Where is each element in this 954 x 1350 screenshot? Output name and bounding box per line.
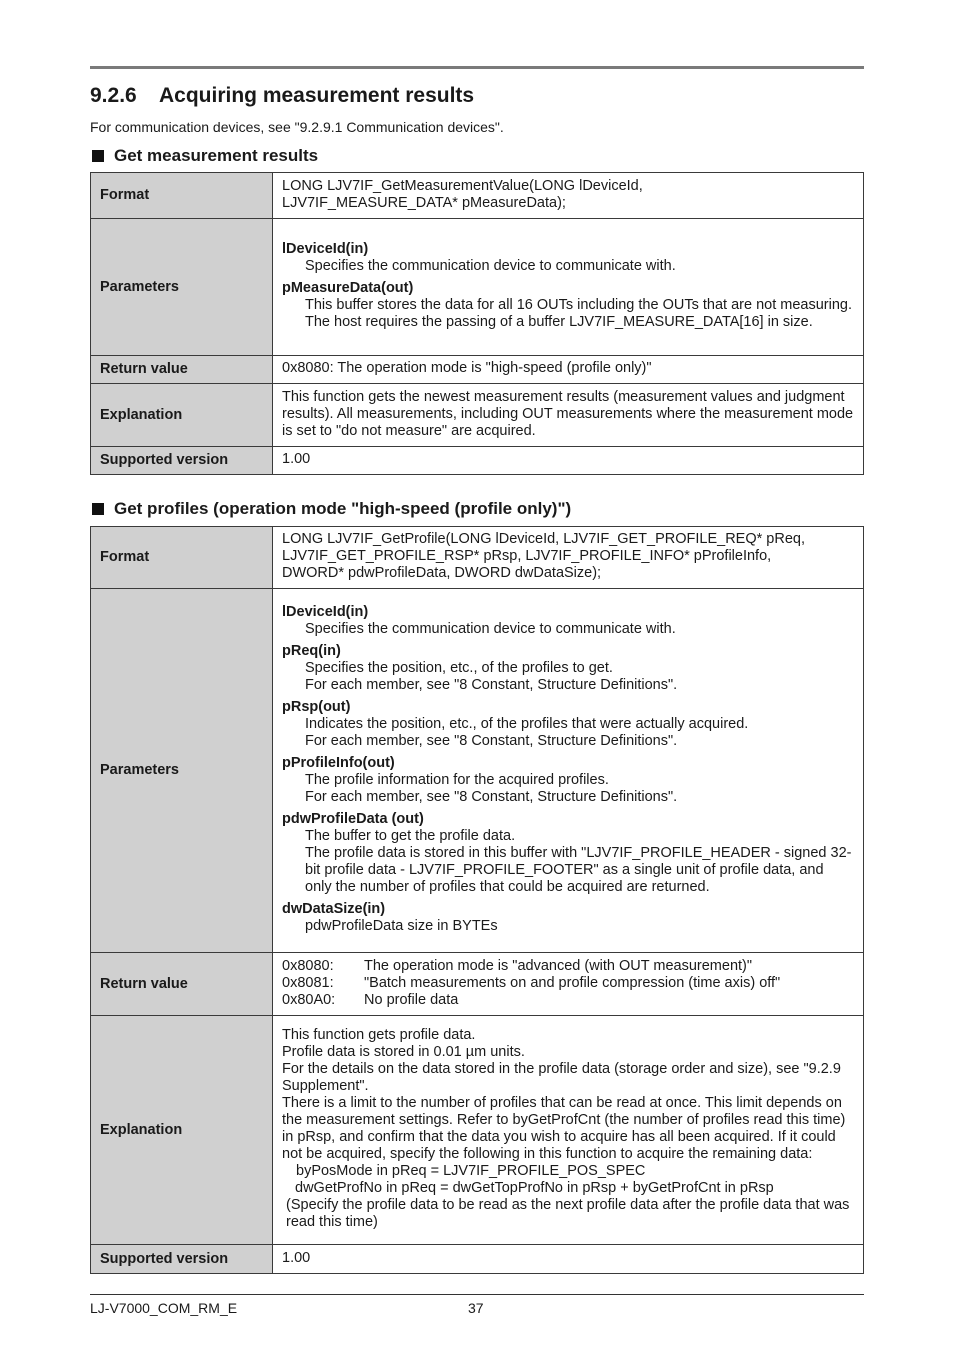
parameters-label: Parameters <box>91 589 273 953</box>
parameters-label: Parameters <box>91 219 273 356</box>
format-label: Format <box>91 527 273 589</box>
measurement-spec-table <box>90 172 864 475</box>
parameters-value <box>273 589 864 953</box>
table-row <box>91 953 864 1016</box>
param-name: dwDataSize(in) <box>282 901 386 917</box>
format-value <box>273 173 864 219</box>
supported-version-label: Supported version <box>91 1245 273 1274</box>
return-code: 0x80A0: <box>282 991 336 1008</box>
explanation-label: Explanation <box>91 384 273 447</box>
param-name: lDeviceId(in) <box>282 604 369 620</box>
return-value-label: Return value <box>91 356 273 384</box>
explanation-label: Explanation <box>91 1016 273 1245</box>
param-desc: Specifies the position, etc., of the profiles to get. <box>305 660 613 676</box>
supported-version-value: 1.00 <box>273 447 864 475</box>
subheading-text: Get profiles (operation mode "high-speed (profile only)") <box>114 499 572 518</box>
param-desc: The buffer to get the profile data. <box>305 828 516 844</box>
param-block <box>282 811 854 896</box>
format-label: Format <box>91 173 273 219</box>
format-line: LONG LJV7IF_GetMeasurementValue(LONG lDeviceId, <box>282 177 643 194</box>
explanation-line: There is a limit to the number of profiles that can be read at once. This limit depends on the measurement settings. Refer to byGetProfCnt (the number of profiles read this time) in pRsp, and confirm that the data you wish to acquire has all been acquired. If it could not be acquired, specify the following in this function to acquire the remaining data: <box>282 1095 846 1162</box>
footer-doc-id: LJ-V7000_COM_RM_E <box>90 1300 238 1316</box>
table-row <box>91 1016 864 1245</box>
table-row <box>91 589 864 953</box>
param-block <box>282 901 854 935</box>
param-block <box>282 280 854 331</box>
param-desc: pdwProfileData size in BYTEs <box>305 918 498 934</box>
supported-version-label: Supported version <box>91 447 273 475</box>
table-row <box>91 356 864 384</box>
bullet-square-icon <box>92 150 104 162</box>
param-desc: The profile data is stored in this buffer with "LJV7IF_PROFILE_HEADER - signed 32-bit profile data - LJV7IF_PROFILE_FOOTER" as a single unit of profile data, and only the number of profiles that could be acquired are returned. <box>305 845 852 895</box>
section-number: 9.2.6 <box>90 84 137 107</box>
format-line: LONG LJV7IF_GetProfile(LONG lDeviceId, LJV7IF_GET_PROFILE_REQ* pReq, <box>282 531 805 547</box>
param-desc: Specifies the communication device to communicate with. <box>305 258 676 274</box>
param-desc: For each member, see "8 Constant, Structure Definitions". <box>305 733 678 749</box>
format-line: DWORD* pdwProfileData, DWORD dwDataSize); <box>282 565 602 581</box>
return-code: 0x8081: <box>282 974 334 991</box>
table-row <box>91 384 864 447</box>
param-desc: Specifies the communication device to communicate with. <box>305 621 676 637</box>
table-row <box>91 1245 864 1274</box>
return-value <box>273 953 864 1016</box>
explanation-line: This function gets profile data. <box>282 1027 476 1043</box>
return-value: 0x8080: The operation mode is "high-speed (profile only)" <box>273 356 864 384</box>
param-name: pProfileInfo(out) <box>282 755 395 771</box>
table-row <box>91 219 864 356</box>
param-block <box>282 241 854 275</box>
param-name: lDeviceId(in) <box>282 241 369 257</box>
param-block <box>282 643 854 694</box>
section-title <box>90 84 474 108</box>
bullet-square-icon <box>92 503 104 515</box>
subheading-get-measurement <box>90 146 318 166</box>
explanation-value <box>273 1016 864 1245</box>
explanation-line: Profile data is stored in 0.01 µm units. <box>282 1044 525 1060</box>
param-desc: For each member, see "8 Constant, Structure Definitions". <box>305 677 678 693</box>
table-row <box>91 527 864 589</box>
param-name: pdwProfileData (out) <box>282 811 424 827</box>
param-name: pRsp(out) <box>282 699 351 715</box>
return-value-label: Return value <box>91 953 273 1016</box>
param-desc: The profile information for the acquired profiles. <box>305 772 609 788</box>
intro-text: For communication devices, see "9.2.9.1 Communication devices". <box>90 119 504 135</box>
profile-spec-table <box>90 526 864 1274</box>
supported-version-value: 1.00 <box>273 1245 864 1274</box>
parameters-value <box>273 219 864 356</box>
param-name: pMeasureData(out) <box>282 280 414 296</box>
return-code-row <box>282 992 854 1009</box>
param-desc: The host requires the passing of a buffer LJV7IF_MEASURE_DATA[16] in size. <box>305 314 813 330</box>
return-code: 0x8080: <box>282 957 334 974</box>
bottom-rule <box>90 1294 864 1295</box>
table-row <box>91 173 864 219</box>
return-code-text: No profile data <box>364 991 459 1008</box>
explanation-value: This function gets the newest measurement results (measurement values and judgment results). All measurements, including OUT measurements where the measurement mode is set to "do not measure" are acquired. <box>273 384 864 447</box>
param-desc: This buffer stores the data for all 16 OUTs including the OUTs that are not measuring. <box>305 297 852 313</box>
format-line: LJV7IF_MEASURE_DATA* pMeasureData); <box>282 194 566 211</box>
param-block <box>282 755 854 806</box>
explanation-line: (Specify the profile data to be read as the next profile data after the profile data that was read this time) <box>286 1197 850 1230</box>
section-title-text: Acquiring measurement results <box>159 84 475 107</box>
footer-page-number: 37 <box>468 1300 484 1316</box>
explanation-line: For the details on the data stored in the profile data (storage order and size), see "9.2.9 Supplement". <box>282 1061 841 1094</box>
explanation-line: dwGetProfNo in pReq = dwGetTopProfNo in pRsp + byGetProfCnt in pRsp <box>295 1180 774 1196</box>
table-row <box>91 447 864 475</box>
param-block <box>282 604 854 638</box>
subheading-get-profiles <box>90 499 571 519</box>
return-code-row <box>282 958 854 975</box>
return-code-text: "Batch measurements on and profile compression (time axis) off" <box>364 974 781 991</box>
param-desc: For each member, see "8 Constant, Structure Definitions". <box>305 789 678 805</box>
explanation-line: byPosMode in pReq = LJV7IF_PROFILE_POS_SPEC <box>296 1163 646 1179</box>
param-name: pReq(in) <box>282 643 341 659</box>
return-code-row <box>282 975 854 992</box>
return-code-text: The operation mode is "advanced (with OUT measurement)" <box>364 957 753 974</box>
format-value <box>273 527 864 589</box>
format-line: LJV7IF_GET_PROFILE_RSP* pRsp, LJV7IF_PROFILE_INFO* pProfileInfo, <box>282 548 772 564</box>
param-desc: Indicates the position, etc., of the profiles that were actually acquired. <box>305 716 749 732</box>
top-rule <box>90 66 864 69</box>
param-block <box>282 699 854 750</box>
subheading-text: Get measurement results <box>114 146 319 165</box>
